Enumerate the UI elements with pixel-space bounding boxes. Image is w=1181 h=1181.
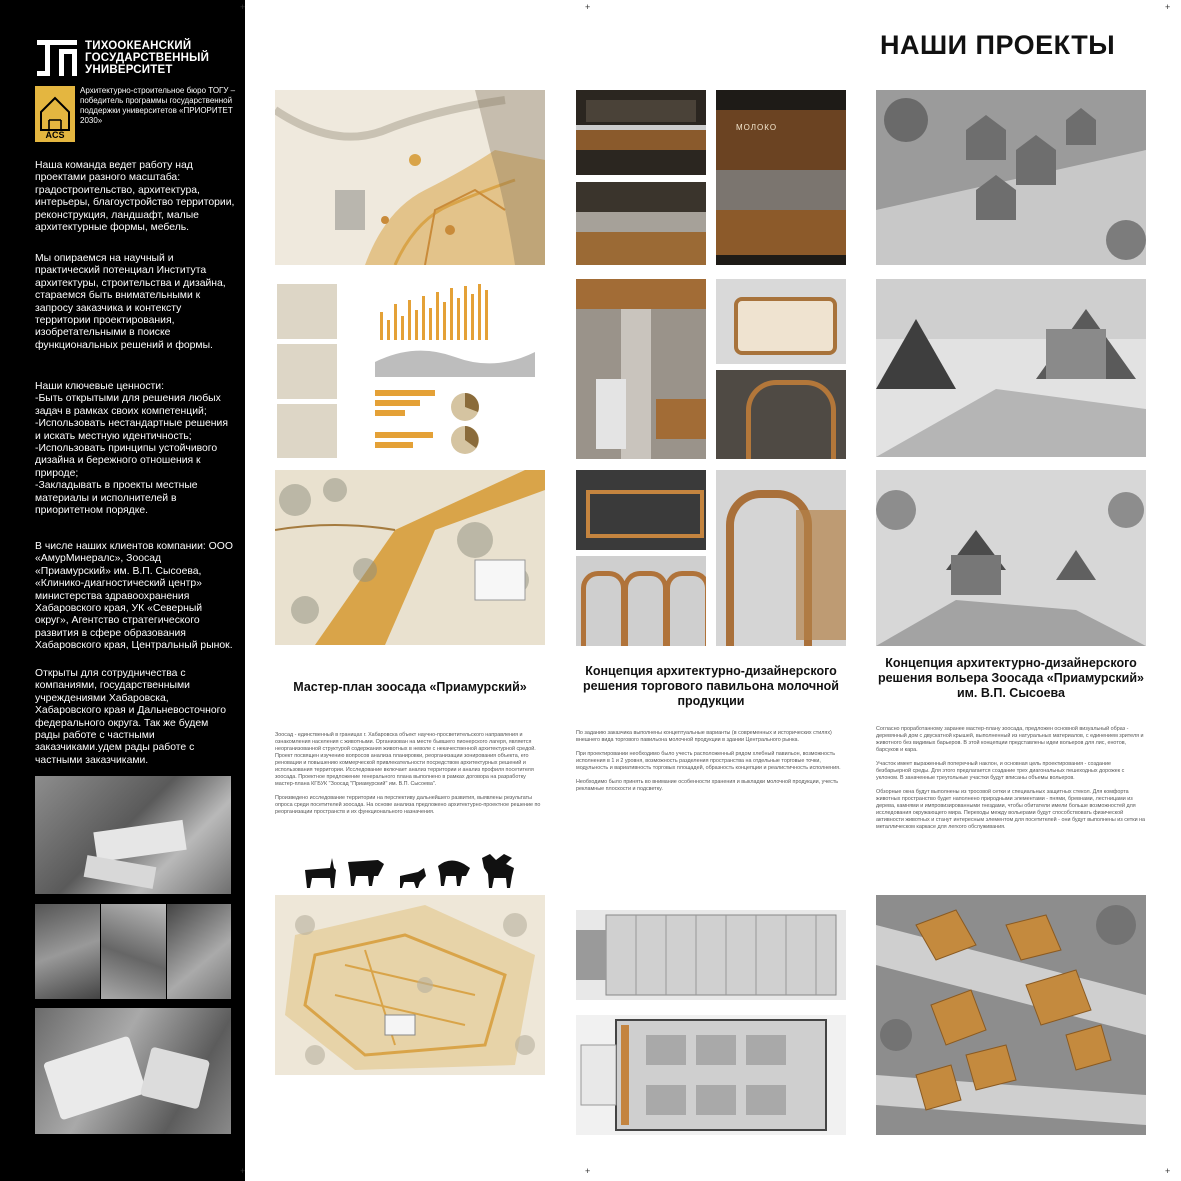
masterplan-map — [275, 90, 545, 265]
crop-mark: + — [240, 2, 246, 12]
acs-logo — [35, 86, 75, 142]
crop-mark: + — [1165, 1166, 1171, 1176]
pavilion-booth-render — [716, 370, 846, 459]
hyena-icon — [348, 860, 384, 886]
project-2-description: По заданию заказчика выполнены концептуальные варианты (в современных и исторических стилях) внешнего вида торгового павильона молочной продукции в здании Центрального рынка. При проектировании необходимо было учесть расположенный рядом хлебный павильон, возможность исполнения в 1 и 2 уровня, возможность разделения пространства на отдельные торговые точки, модульность и вариативность торговых площадей, образность концепции и реалистичность исполнения. Необходимо было принять во внимание особенности хранения и выкладки молочной продукции, учесть рекламные плоскости и подсветку. — [576, 730, 841, 792]
team-photo-1 — [35, 776, 231, 894]
team-photo-4 — [167, 904, 231, 999]
crop-mark: + — [240, 1166, 246, 1176]
team-photo-5 — [35, 1008, 231, 1134]
team-photo-2 — [35, 904, 100, 999]
project-1-title: Мастер-план зоосада «Приамурский» — [293, 680, 527, 694]
acs-label: ACS — [45, 130, 65, 140]
pavilion-render-moloko — [716, 90, 846, 265]
pavilion-render-2 — [576, 182, 706, 265]
project-1-description: Зоосад - единственный в границах г. Хабаровска объект научно-просветительского направления и ознакомления населения с животными. Организован на месте бывшего пионерского лагеря, является неорганизованной структурой содержания животных в неволе с некачественной архитектурной средой. Проект посвящен изучению вопросов анализа планировки, реорганизации зонирования объекта, его реновации и повышению коммерческой привлекательности посредством архитектурных решений и использования территории. Исследование включает анализ территории и анализ профиля посетителя зоосада. Проектное предложение генерального плана выполнено в рамках договора на разработку мастер-плана КГБУК "Зоосад "Приамурский" им. В.П. Сысоева". Произведено исследование территории на перспективу дальнейшего развития, выявлены результаты опроса среди посетителей зоосада. На основе анализа предложено архитектурно-проектное решение по реорганизации пространств и их функционального назначения. — [275, 732, 541, 815]
enclosure-ground-render-2 — [876, 470, 1146, 646]
moloko-sign: МОЛОКО — [736, 123, 778, 132]
page-title: НАШИ ПРОЕКТЫ — [880, 30, 1116, 60]
project-2-title: Концепция архитектурно-дизайнерского решения торгового павильона молочной продукции — [583, 664, 839, 708]
togu-logo-icon — [37, 40, 77, 76]
enclosure-roof-plan — [876, 895, 1146, 1135]
fox-icon — [400, 868, 426, 888]
enclosure-aerial-render — [876, 90, 1146, 265]
zoo-axonometric-plan — [275, 895, 545, 1075]
bureau-description: Архитектурно-строительное бюро ТОГУ – победитель программы государственной поддержки университетов «ПРИОРИТЕТ 2030» — [80, 86, 236, 125]
pavilion-floor-plan — [576, 1015, 846, 1135]
zoo-visualization — [275, 470, 545, 645]
sidebar-paragraph-1: Наша команда ведет работу над проектами разного масштаба: градостроительство, архитектура, интерьеры, благоустройство территории, реконструкция, ландшафт, малые архитектурные формы, мебель. — [35, 160, 235, 234]
animal-icons — [300, 850, 530, 890]
project-3-description: Согласно проработанному заранее мастер-плану зоосада, предложен основной визуальный образ - деревянный дом с двускатной крышей, выполненный из натуральных материалов, с единением зрителя и животного без видимых барьеров. В этой концепции представлены идеи вольеров для лис, енотов, барсуков и кара. Участок имеет выраженный поперечный наклон, и основная цель проектирования - создание безбарьерной среды. Для этого предлагается создание трех диагональных пешеходных дорожек с уклоном. В заначенные треугольные участки будут вписаны объемы вольеров. Обзорные окна будут выполнены из тросовой сетки и специальных защитных стекол. Для комфорта животных пространство будет наполнено природными элементами - пнями, бревнами, лестницами из дерева, камнями и импровизированными гнездами, чтобы обитатели имели больше возможностей для исследования окружающего мира. Переходы между вольерами будут способствовать физической активности животных и станут интересным элементом для посетителей - они будут выполнены из сетки на металлическом каркасе для легкого обслуживания. — [876, 726, 1146, 830]
pavilion-roof-plan — [576, 910, 846, 1000]
pavilion-arches-render — [576, 556, 706, 646]
team-photo-3 — [101, 904, 166, 999]
project-3-title: Концепция архитектурно-дизайнерского решения вольера Зоосада «Приамурский» им. В.П. Сысоева — [877, 656, 1145, 700]
sidebar-paragraph-3: Наши ключевые ценности: -Быть открытыми для решения любых задач в рамках своих компетенций; -Использовать нестандартные решения и искать местную идентичность; -Использовать принципы устойчивого дизайна и бережного отношения к природе; -Закладывать в проекты местные материалы и исполнителей в приоритетном порядке. — [35, 381, 228, 517]
pavilion-interior-render — [576, 279, 706, 459]
sidebar-paragraph-2: Мы опираемся на научный и практический потенциал Института архитектуры, строительства и дизайна, стараемся быть внимательными к запросу заказчика и контексту территории проектирования, изобретательными в поиске функциональных решений и формы. — [35, 253, 226, 351]
enclosure-ground-render-1 — [876, 279, 1146, 457]
university-logo — [37, 40, 237, 76]
antelope-icon — [305, 858, 336, 888]
crop-mark: + — [585, 2, 591, 12]
boar-icon — [438, 860, 470, 886]
sidebar-paragraph-5: Открыты для сотрудничества с компаниями, государственными учреждениями Хабаровска, Хабаровского края и Дальневосточного федерального округа. Так же будем рады работе с частными заказчиками.удем рады работе с частными заказчиками. — [35, 668, 226, 766]
crop-mark: + — [1165, 2, 1171, 12]
pavilion-plan-render — [576, 470, 706, 550]
sidebar-paragraph-4: В числе наших клиентов компании: ООО «АмурМинералс», Зоосад «Приамурский» им. В.П. Сысоева, «Клинико-диагностический центр» министерства здравоохранения Хабаровского края, УК «Северный округ», Агентство стратегического развития в сфере образования Хабаровского края, Центральный рынок. — [35, 541, 233, 652]
pavilion-kiosk-render — [716, 279, 846, 364]
sidebar — [0, 0, 245, 1181]
crop-mark: + — [585, 1166, 591, 1176]
analysis-charts — [275, 282, 545, 460]
moose-icon — [482, 854, 514, 888]
university-name: ТИХООКЕАНСКИЙ ГОСУДАРСТВЕННЫЙ УНИВЕРСИТЕТ — [85, 40, 210, 76]
pavilion-render-1 — [576, 90, 706, 175]
pavilion-arch-closeup-render — [716, 470, 846, 646]
